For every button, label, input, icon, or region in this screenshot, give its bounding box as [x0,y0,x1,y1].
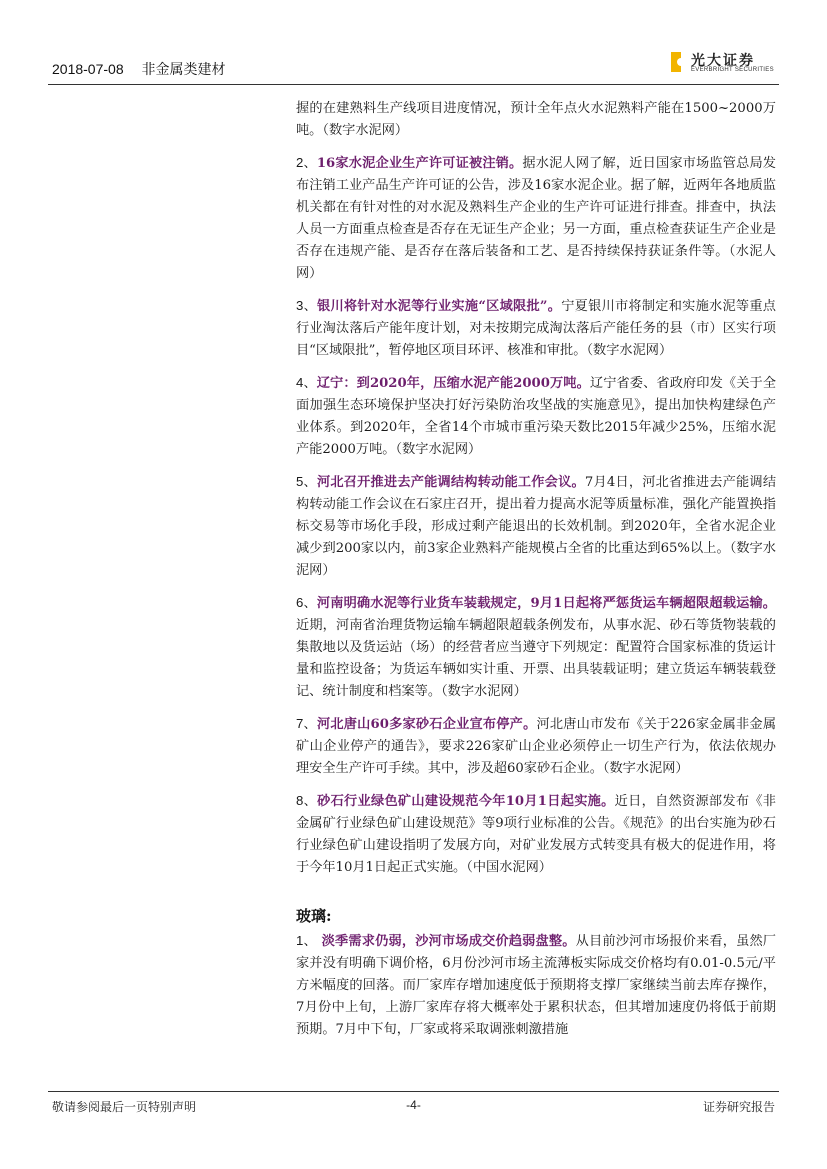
page-header [48,48,779,85]
item-number: 8、 [296,793,318,808]
header-info [52,59,240,79]
item-headline: 河北唐山60多家砂石企业宣布停产。 [316,717,537,732]
item-headline: 河南明确水泥等行业货车装载规定，9月1日起将严惩货运车辆超限超载运输。 [316,596,776,611]
item-number: 7、 [296,716,317,731]
news-list [296,97,776,879]
item-number: 5、 [296,474,317,489]
item-number: 6、 [296,595,317,610]
news-item [296,372,776,461]
item-number: 1、 [296,933,317,948]
item-headline: 银川将针对水泥等行业实施“区域限批”。 [317,299,562,314]
news-item [296,930,776,1041]
item-headline: 16家水泥企业生产许可证被注销。 [316,156,523,171]
logo-en-text: EVERBRIGHT SECURITIES [691,67,774,73]
item-headline: 河北召开推进去产能调结构转动能工作会议。 [316,475,585,490]
logo-mark-icon [671,52,685,72]
logo-cn-text: 光大证券 [691,53,755,69]
item-body: 7月4日，河北省推进去产能调结构转动能工作会议在石家庄召开，提出着力提高水泥等质量标准，强化产能置换指标交易等市场化手段，形成过剩产能退出的长效机制。到2020年，全省水泥企业减少到200家以内，前3家企业熟料产能规模占全省的比重达到65%以上。（数字水泥网） [296,475,777,578]
item-body: 宁夏银川市将制定和实施水泥等重点行业淘汰落后产能年度计划，对未按期完成淘汰落后产能任务的县（市）区实行项目“区域限批”，暂停地区项目环评、核准和审批。（数字水泥网） [296,299,776,358]
report-date: 2018-07-08 [52,61,124,77]
footer-report-type: 证券研究报告 [702,1100,775,1114]
item-body: 辽宁省委、省政府印发《关于全面加强生态环境保护坚决打好污染防治攻坚战的实施意见》，提出加快构建绿色产业体系。到2020年，全省14个市城市重污染天数比2015年减少25%，压缩水泥产能2000万吨。（数字水泥网） [296,376,777,457]
news-item [296,592,776,703]
item-headline: 砂石行业绿色矿山建设规范今年10月1日起实施。 [317,794,615,809]
news-item [296,97,776,142]
item-headline: 淡季需求仍弱，沙河市场成交价趋弱盘整。 [316,934,576,949]
footer-disclaimer: 敬请参阅最后一页特别声明 [52,1100,197,1114]
page-footer [48,1091,779,1122]
item-body: 从目前沙河市场报价来看，虽然厂家并没有明确下调价格，6月份沙河市场主流薄板实际成交价格均有0.01-0.5元/平方米幅度的回落。而厂家库存增加速度低于预期将支撑厂家继续当前去库存操作，7月份中上旬，上游厂家库存将大概率处于累积状态，但其增加速度仍将低于前期预期。7月中下旬，厂家或将采取调涨刺激措施 [296,934,776,1037]
item-body: 近期，河南省治理货物运输车辆超限超载条例发布，从事水泥、砂石等货物装载的集散地以及货运站（场）的经营者应当遵守下列规定：配置符合国家标准的货运计量和监控设备；为货运车辆如实计重、开票、出具装载证明；建立货运车辆装载登记、统计制度和档案等。（数字水泥网） [296,618,776,699]
item-number: 2、 [296,155,317,170]
main-content [296,97,776,1051]
report-sector: 非金属类建材 [141,61,226,77]
news-item [296,295,776,362]
item-body: 近日，自然资源部发布《非金属矿行业绿色矿山建设规范》等9项行业标准的公告。《规范》的出台实施为砂石行业绿色矿山建设指明了发展方向，对矿业发展方式转变具有极大的促进作用，将于今年10月1日起正式实施。（中国水泥网） [296,794,776,875]
item-number: 4、 [296,375,317,390]
page-number: -4- [406,1098,421,1112]
company-logo [671,50,775,76]
news-item [296,152,776,285]
item-body: 握的在建熟料生产线项目进度情况，预计全年点火水泥熟料产能在1500~2000万吨。（数字水泥网） [296,101,776,138]
item-body: 河北唐山市发布《关于226家金属非金属矿山企业停产的通告》，要求226家矿山企业必须停止一切生产行为，依法依规办理安全生产许可手续。其中，涉及超60家砂石企业。（数字水泥网） [296,717,777,776]
item-number: 3、 [296,298,318,313]
item-body: 据水泥人网了解，近日国家市场监管总局发布注销工业产品生产许可证的公告，涉及16家水泥企业。据了解，近两年各地质监机关都在有针对性的对水泥及熟料生产企业的生产许可证进行排查。排查中，执法人员一方面重点检查是否存在无证生产企业；另一方面，重点检查获证生产企业是否存在违规产能、是否存在落后装备和工艺、是否持续保持获证条件等。（水泥人网） [296,156,776,281]
glass-section-title: 玻璃: [296,907,332,925]
glass-list [296,930,776,1041]
news-item [296,471,776,582]
item-headline: 辽宁：到2020年，压缩水泥产能2000万吨。 [316,376,590,391]
news-item [296,790,776,879]
news-item [296,713,776,780]
